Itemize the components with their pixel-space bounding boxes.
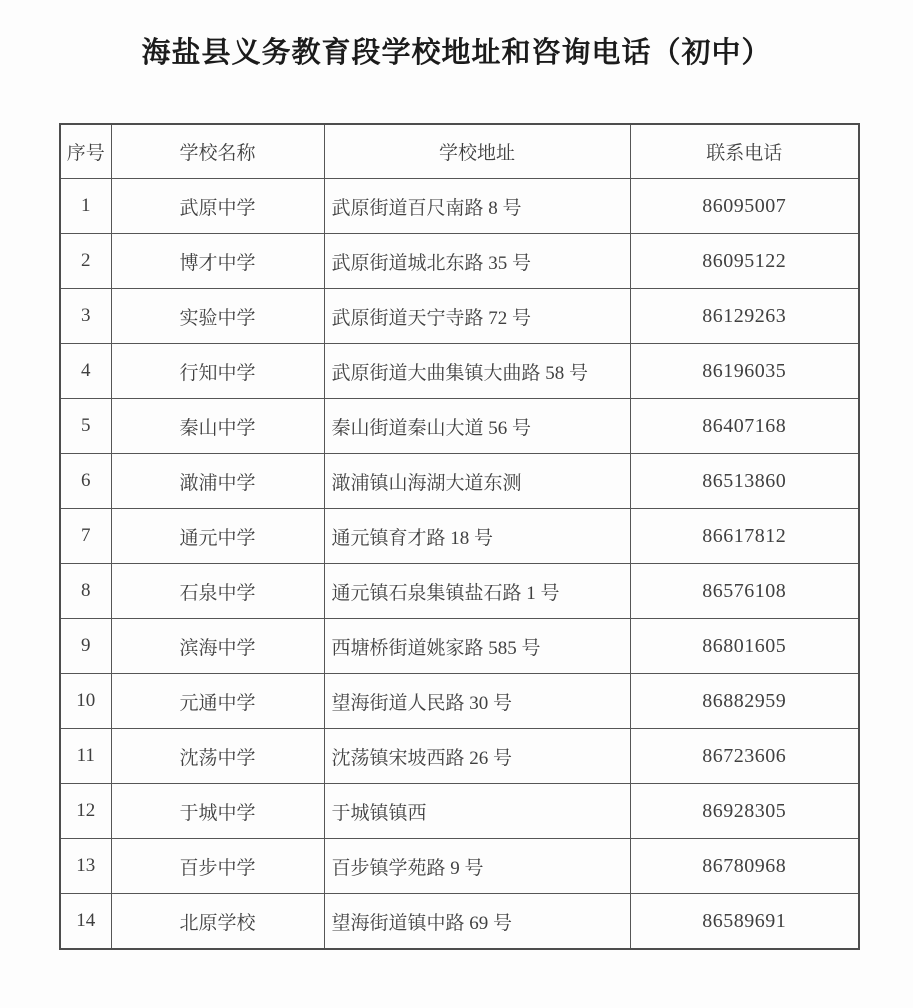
cell-address: 澉浦镇山海湖大道东测 [324, 454, 630, 509]
table-row [60, 839, 859, 894]
cell-address: 武原街道大曲集镇大曲路 58 号 [324, 344, 630, 399]
cell-phone: 86196035 [630, 344, 859, 399]
cell-address: 百步镇学苑路 9 号 [324, 839, 630, 894]
cell-address: 通元镇石泉集镇盐石路 1 号 [324, 564, 630, 619]
table-row [60, 289, 859, 344]
cell-name: 博才中学 [111, 234, 324, 289]
cell-phone: 86129263 [630, 289, 859, 344]
cell-index: 11 [60, 729, 111, 784]
cell-phone: 86513860 [630, 454, 859, 509]
header-cell-address: 学校地址 [324, 124, 630, 179]
cell-phone: 86617812 [630, 509, 859, 564]
cell-phone: 86095007 [630, 179, 859, 234]
cell-index: 5 [60, 399, 111, 454]
cell-name: 武原中学 [111, 179, 324, 234]
cell-name: 秦山中学 [111, 399, 324, 454]
table-row [60, 729, 859, 784]
table-row [60, 399, 859, 454]
cell-index: 8 [60, 564, 111, 619]
table-row [60, 894, 859, 950]
cell-index: 9 [60, 619, 111, 674]
table-row [60, 784, 859, 839]
table-row [60, 619, 859, 674]
page-title: 海盐县义务教育段学校地址和咨询电话（初中） [141, 37, 772, 69]
cell-phone: 86780968 [630, 839, 859, 894]
cell-phone: 86407168 [630, 399, 859, 454]
header-cell-phone: 联系电话 [630, 124, 859, 179]
cell-phone: 86576108 [630, 564, 859, 619]
cell-address: 于城镇镇西 [324, 784, 630, 839]
cell-address: 望海街道镇中路 69 号 [324, 894, 630, 950]
cell-index: 10 [60, 674, 111, 729]
cell-phone: 86928305 [630, 784, 859, 839]
schools-table [59, 123, 860, 950]
schools-table-container [59, 123, 860, 950]
cell-name: 沈荡中学 [111, 729, 324, 784]
cell-phone: 86801605 [630, 619, 859, 674]
cell-address: 望海街道人民路 30 号 [324, 674, 630, 729]
cell-index: 4 [60, 344, 111, 399]
cell-phone: 86882959 [630, 674, 859, 729]
cell-name: 实验中学 [111, 289, 324, 344]
cell-name: 通元中学 [111, 509, 324, 564]
cell-address: 武原街道城北东路 35 号 [324, 234, 630, 289]
cell-index: 7 [60, 509, 111, 564]
cell-phone: 86723606 [630, 729, 859, 784]
table-row [60, 234, 859, 289]
cell-name: 石泉中学 [111, 564, 324, 619]
table-row [60, 454, 859, 509]
cell-address: 通元镇育才路 18 号 [324, 509, 630, 564]
header-cell-index: 序号 [60, 124, 111, 179]
cell-name: 滨海中学 [111, 619, 324, 674]
cell-name: 元通中学 [111, 674, 324, 729]
cell-address: 武原街道百尺南路 8 号 [324, 179, 630, 234]
cell-index: 14 [60, 894, 111, 950]
cell-phone: 86095122 [630, 234, 859, 289]
cell-index: 12 [60, 784, 111, 839]
cell-name: 百步中学 [111, 839, 324, 894]
cell-address: 武原街道天宁寺路 72 号 [324, 289, 630, 344]
cell-index: 3 [60, 289, 111, 344]
cell-address: 沈荡镇宋坡西路 26 号 [324, 729, 630, 784]
cell-address: 秦山街道秦山大道 56 号 [324, 399, 630, 454]
cell-index: 2 [60, 234, 111, 289]
cell-index: 13 [60, 839, 111, 894]
header-cell-name: 学校名称 [111, 124, 324, 179]
cell-name: 北原学校 [111, 894, 324, 950]
table-row [60, 509, 859, 564]
cell-index: 6 [60, 454, 111, 509]
table-row [60, 564, 859, 619]
table-row [60, 674, 859, 729]
table-row [60, 179, 859, 234]
cell-index: 1 [60, 179, 111, 234]
cell-phone: 86589691 [630, 894, 859, 950]
cell-name: 澉浦中学 [111, 454, 324, 509]
cell-name: 于城中学 [111, 784, 324, 839]
table-header-row [60, 124, 859, 179]
table-row [60, 344, 859, 399]
cell-address: 西塘桥街道姚家路 585 号 [324, 619, 630, 674]
cell-name: 行知中学 [111, 344, 324, 399]
